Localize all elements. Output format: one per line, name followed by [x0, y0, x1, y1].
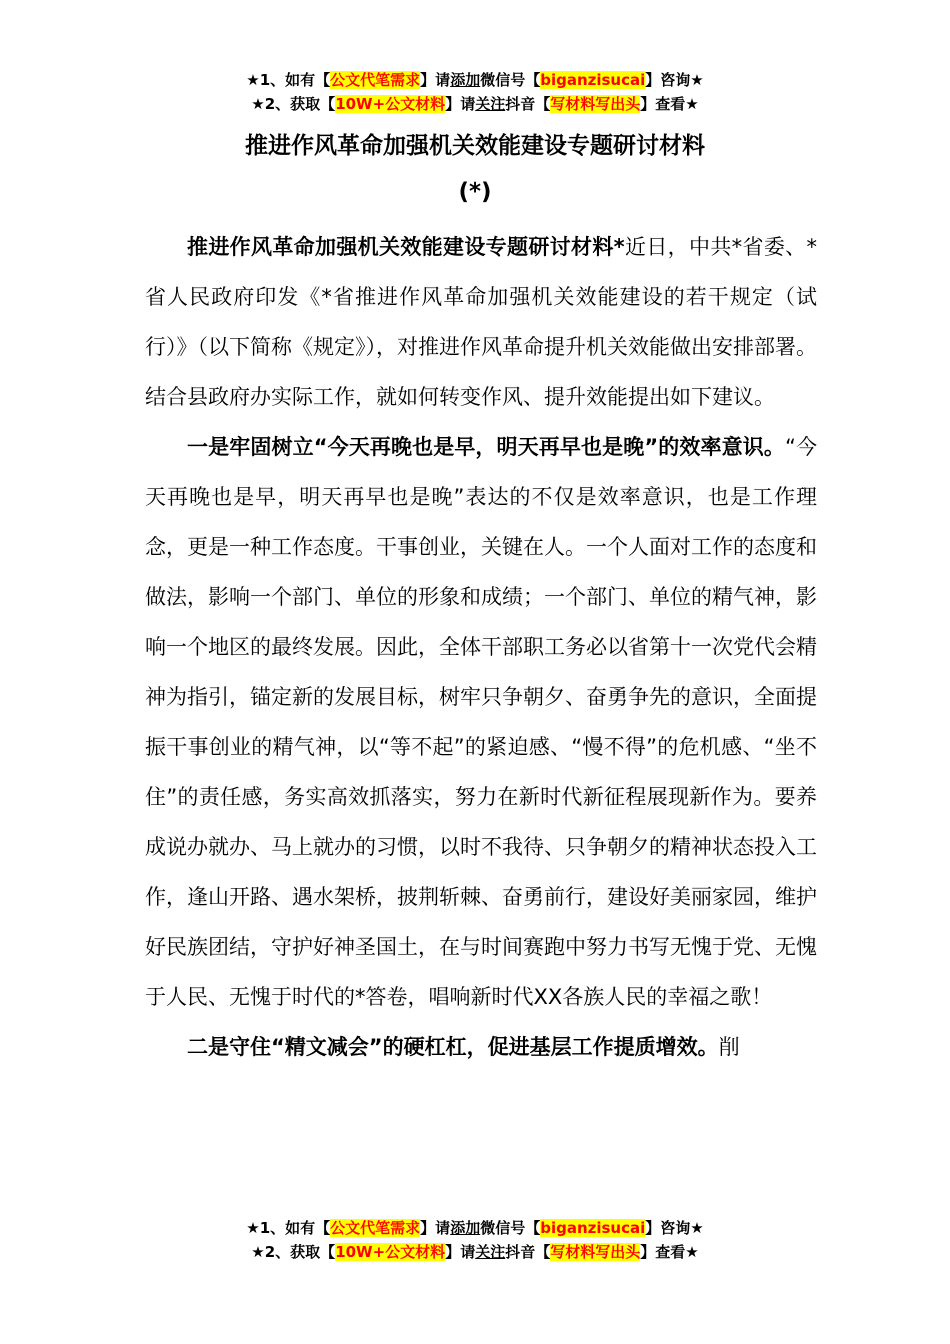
banner-text: 微信号【: [480, 71, 541, 89]
document-body: [145, 222, 817, 1072]
banner-text: ★1、如有【: [246, 71, 331, 89]
banner-highlight: 10W+公文材料: [335, 95, 446, 113]
banner-underline-text: 添加: [450, 71, 481, 89]
banner-line-1: [0, 68, 950, 92]
banner-text: 】咨询★: [645, 71, 704, 89]
banner-text: ★1、如有【: [246, 1219, 331, 1237]
paragraph-3-text: 削: [718, 1035, 740, 1059]
banner-text: 微信号【: [480, 1219, 541, 1237]
paragraph-2-heading: 一是牢固树立“今天再晚也是早，明天再早也是晚”的效率意识。: [187, 435, 785, 459]
banner-text: 】请: [445, 1243, 476, 1261]
banner-text: ★2、获取【: [251, 95, 336, 113]
paragraph-3-heading: 二是守住“精文减会”的硬杠杠，促进基层工作提质增效。: [187, 1035, 719, 1059]
banner-text: 】请: [420, 71, 451, 89]
banner-wechat-id: biganzisucai: [540, 1219, 646, 1237]
banner-wechat-id: biganzisucai: [540, 71, 646, 89]
banner-text: 抖音【: [505, 1243, 551, 1261]
banner-douyin-id: 写材料写出头: [550, 1243, 641, 1261]
banner-text: 】查看★: [640, 1243, 699, 1261]
paragraph-1: [145, 222, 817, 422]
banner-underline-text: 添加: [450, 1219, 481, 1237]
banner-underline-text: 关注: [475, 1243, 506, 1261]
footer-banner: [0, 1216, 950, 1264]
banner-line-2: [0, 92, 950, 116]
banner-text: 】请: [420, 1219, 451, 1237]
document-subtitle: (*): [458, 179, 492, 205]
banner-douyin-id: 写材料写出头: [550, 95, 641, 113]
paragraph-1-text: 近日，中共*省委、*省人民政府印发《*省推进作风革命加强机关效能建设的若干规定（试行）》（以下简称《规定》），对推进作风革命提升机关效能做出安排部署。结合县政府办实际工作，就如何转变作风、提升效能提出如下建议。: [145, 235, 818, 409]
banner-line-2: [0, 1240, 950, 1264]
paragraph-2-text: “今天再晚也是早，明天再早也是晚”表达的不仅是效率意识，也是工作理念，更是一种工作态度。干事创业，关键在人。一个人面对工作的态度和做法，影响一个部门、单位的形象和成绩；一个部门、单位的精气神，影响一个地区的最终发展。因此，全体干部职工务必以省第十一次党代会精神为指引，锚定新的发展目标，树牢只争朝夕、奋勇争先的意识，全面提振干事创业的精气神，以“等不起”的紧迫感、“慢不得”的危机感、“坐不住”的责任感，务实高效抓落实，努力在新时代新征程展现新作为。要养成说办就办、马上就办的习惯，以时不我待、只争朝夕的精神状态投入工作，逢山开路、遇水架桥，披荆斩棘、奋勇前行，建设好美丽家园，维护好民族团结，守护好神圣国土，在与时间赛跑中努力书写无愧于党、无愧于人民、无愧于时代的*答卷，唱响新时代XX各族人民的幸福之歌！: [145, 435, 817, 1009]
banner-text: 】请: [445, 95, 476, 113]
banner-text: 】查看★: [640, 95, 699, 113]
paragraph-1-heading: 推进作风革命加强机关效能建设专题研讨材料*: [187, 235, 625, 259]
banner-highlight: 10W+公文材料: [335, 1243, 446, 1261]
header-banner: [0, 68, 950, 116]
paragraph-3: [145, 1022, 817, 1072]
banner-text: 抖音【: [505, 95, 551, 113]
banner-text: ★2、获取【: [251, 1243, 336, 1261]
paragraph-2: [145, 422, 817, 1022]
banner-highlight: 公文代笔需求: [330, 71, 421, 89]
banner-text: 】咨询★: [645, 1219, 704, 1237]
document-title: 推进作风革命加强机关效能建设专题研讨材料: [245, 133, 705, 159]
banner-underline-text: 关注: [475, 95, 506, 113]
banner-line-1: [0, 1216, 950, 1240]
banner-highlight: 公文代笔需求: [330, 1219, 421, 1237]
